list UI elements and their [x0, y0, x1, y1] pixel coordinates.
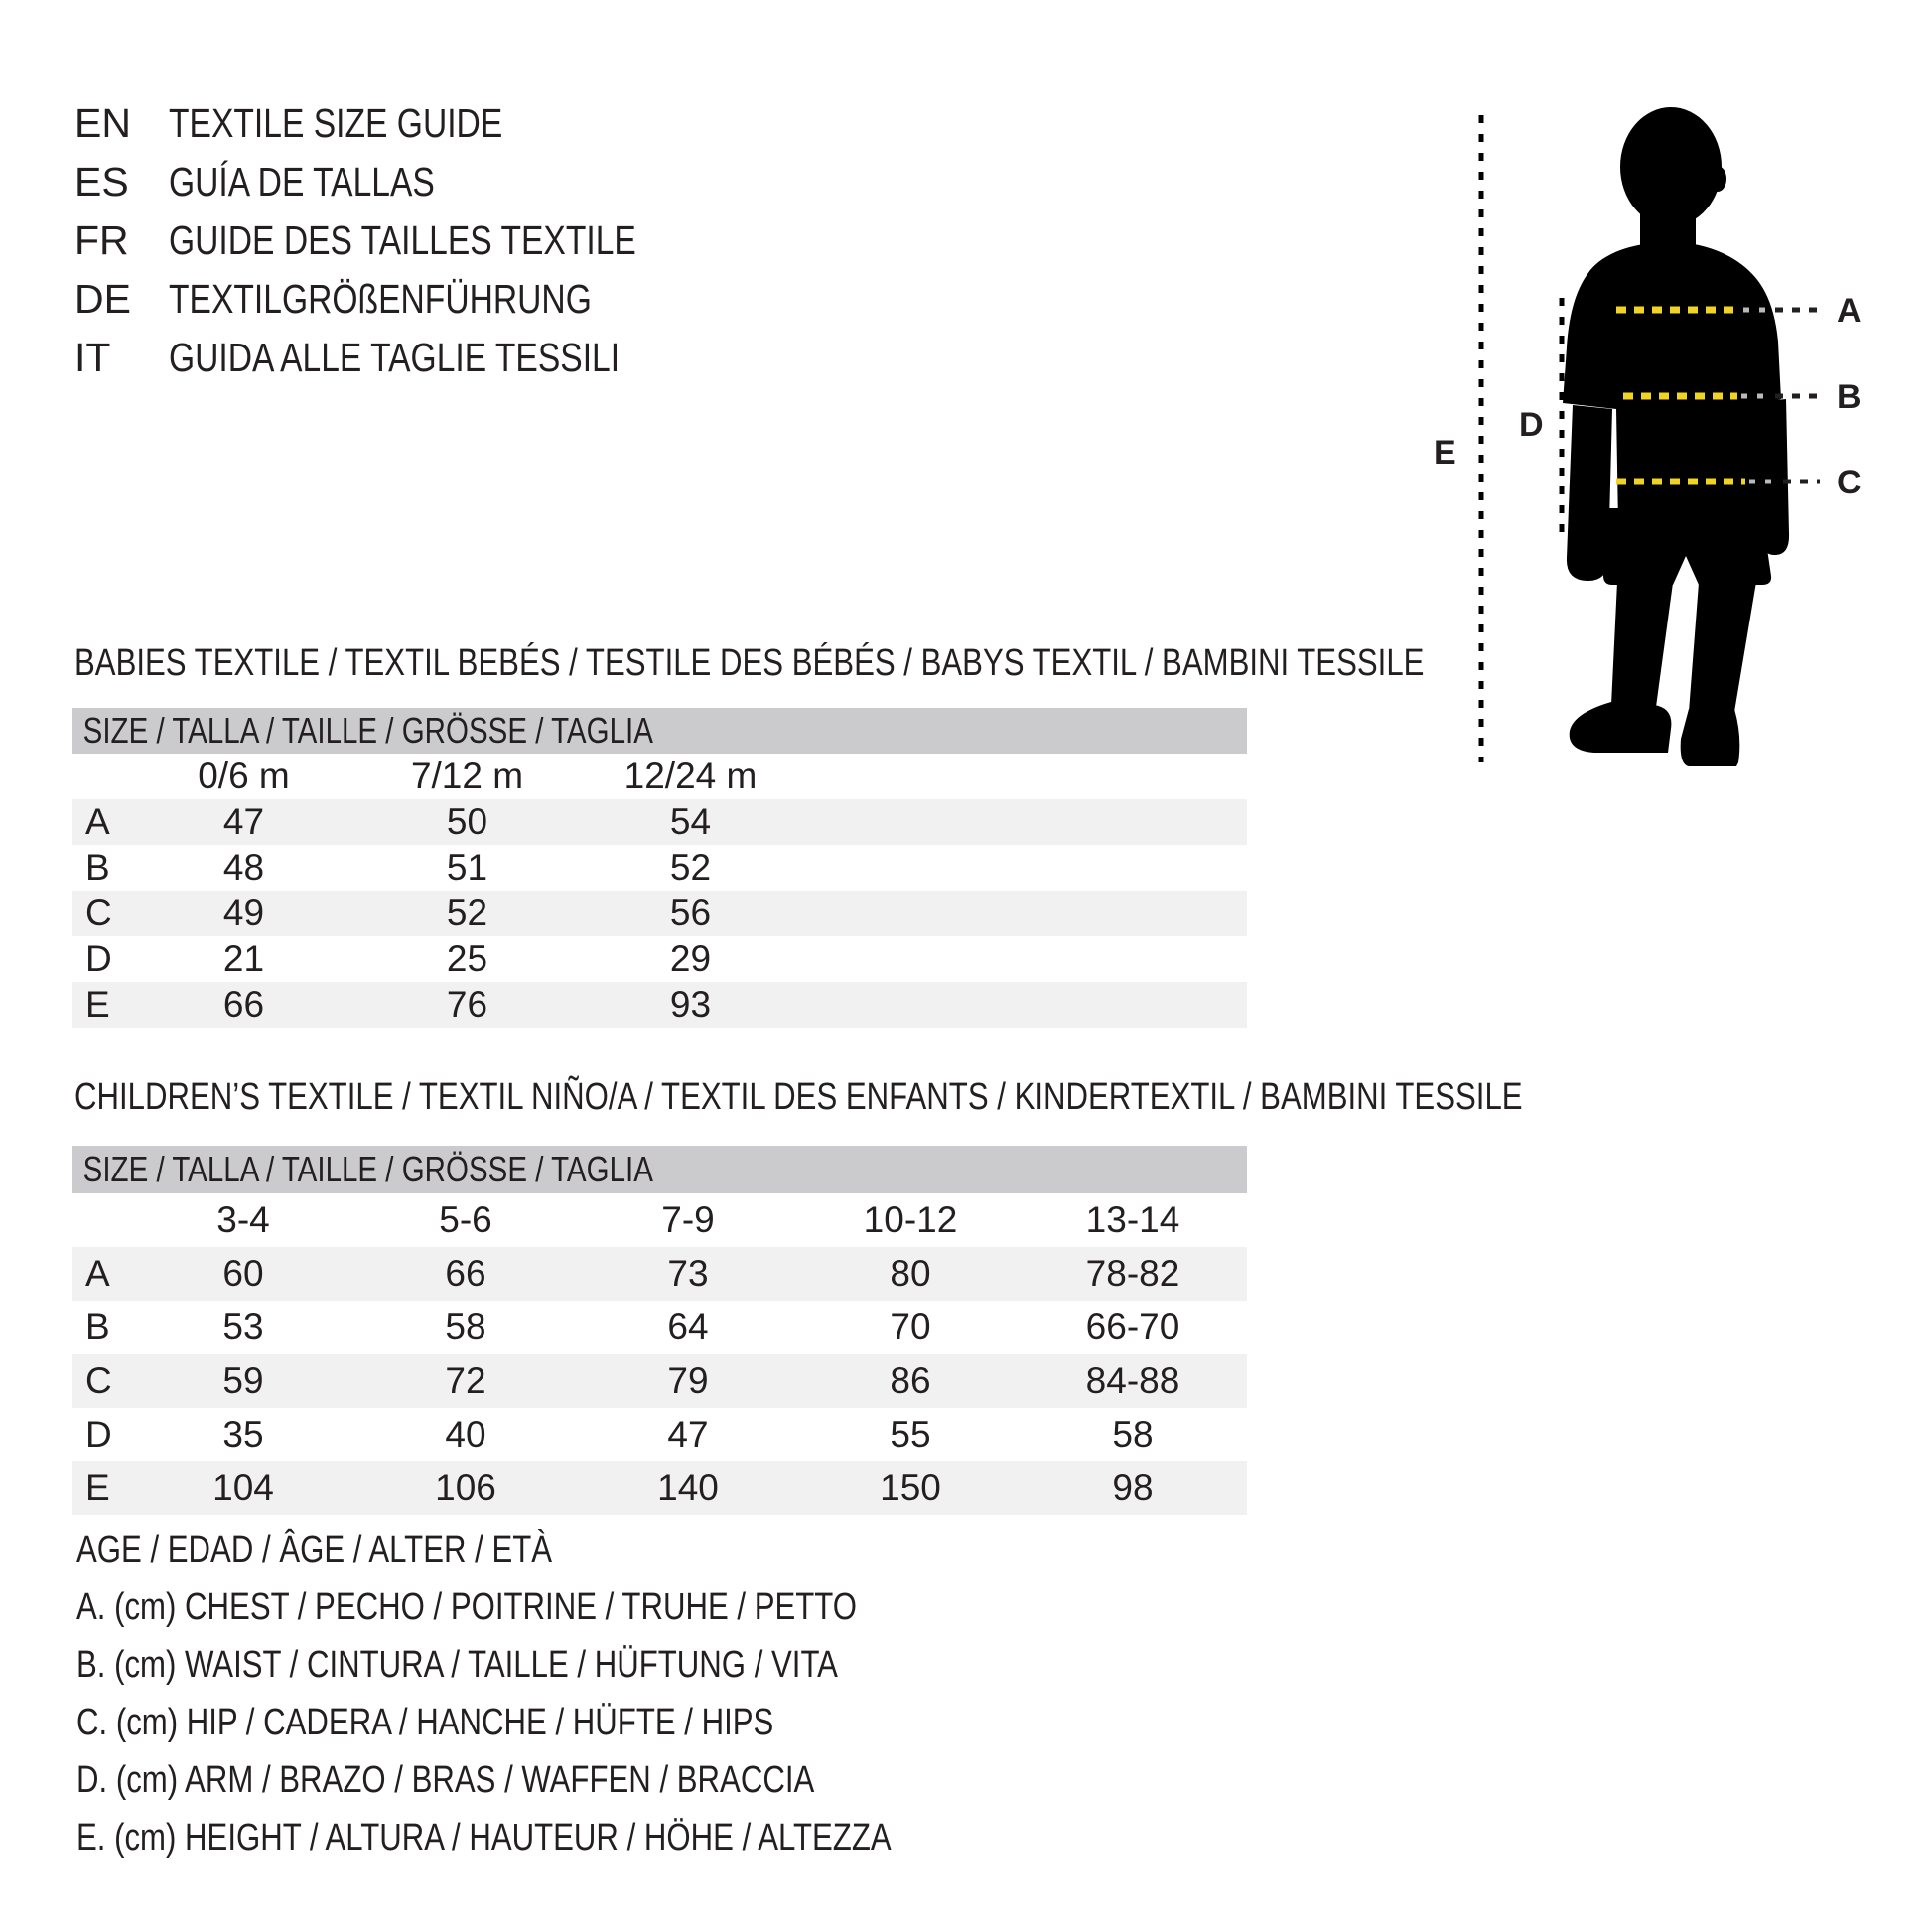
row-label: A [85, 1253, 110, 1294]
marker-label-a: A [1837, 292, 1862, 330]
value-cell: 78-82 [1085, 1253, 1180, 1294]
value-cell: 51 [446, 847, 488, 888]
value-cell: 86 [890, 1360, 931, 1401]
value-cell: 106 [435, 1467, 496, 1508]
language-row-en [74, 94, 739, 153]
language-row-fr [74, 211, 739, 270]
value-cell: 56 [669, 893, 712, 933]
value-cell: 64 [667, 1307, 709, 1347]
table-row [72, 1408, 1247, 1461]
value-cell: 66 [445, 1253, 486, 1294]
value-cell: 58 [445, 1307, 486, 1347]
empty-corner-cell [72, 1193, 132, 1247]
table-row [72, 799, 1247, 845]
table-row [72, 1301, 1247, 1354]
row-label: C [85, 893, 112, 933]
value-cell: 52 [446, 893, 488, 933]
row-label: E [85, 984, 110, 1025]
table-row [72, 936, 1247, 982]
children-column-header-row [72, 1193, 1247, 1247]
value-cell: 73 [667, 1253, 709, 1294]
measurement-figure [1390, 60, 1932, 794]
empty-corner-cell [72, 754, 132, 799]
row-label: D [85, 1414, 112, 1454]
value-cell: 54 [669, 801, 712, 842]
row-label: E [85, 1467, 110, 1508]
value-cell: 72 [445, 1360, 486, 1401]
language-code-it: IT [74, 335, 111, 380]
table-row [72, 1461, 1247, 1515]
column-header: 5-6 [439, 1199, 492, 1240]
value-cell: 76 [446, 984, 488, 1025]
value-cell: 80 [890, 1253, 931, 1294]
value-cell: 47 [667, 1414, 709, 1454]
guide-title-es: GUÍA DE TALLAS [169, 159, 435, 205]
table-row [72, 1354, 1247, 1408]
guide-title-de: TEXTILGRÖßENFÜHRUNG [169, 276, 592, 322]
children-section-title: CHILDREN’S TEXTILE / TEXTIL NIÑO/A / TEXTIL DES ENFANTS / KINDERTEXTIL / BAMBINI TESSILE [74, 1076, 1523, 1118]
marker-label-d: D [1519, 406, 1544, 444]
marker-label-c: C [1837, 464, 1862, 501]
legend-hip-line: C. (cm) HIP / CADERA / HANCHE / HÜFTE / HIPS [76, 1702, 774, 1743]
row-label: D [85, 938, 112, 979]
value-cell: 48 [222, 847, 265, 888]
babies-column-header-row [72, 754, 1247, 799]
value-cell: 104 [212, 1467, 274, 1508]
size-header-label: SIZE / TALLA / TAILLE / GRÖSSE / TAGLIA [82, 1149, 653, 1189]
value-cell: 79 [667, 1360, 709, 1401]
language-code-en: EN [74, 100, 131, 146]
value-cell: 47 [222, 801, 265, 842]
value-cell: 66-70 [1085, 1307, 1180, 1347]
table-row [72, 982, 1247, 1028]
legend-arm-line: D. (cm) ARM / BRAZO / BRAS / WAFFEN / BRACCIA [76, 1759, 815, 1801]
row-label: A [85, 801, 110, 842]
table-row [72, 891, 1247, 936]
column-header: 10-12 [863, 1199, 958, 1240]
value-cell: 35 [222, 1414, 264, 1454]
language-code-es: ES [74, 159, 129, 205]
value-cell: 52 [669, 847, 712, 888]
language-row-de [74, 270, 739, 329]
measurement-legend [76, 1521, 1070, 1866]
language-code-fr: FR [74, 217, 129, 263]
babies-section-title: BABIES TEXTILE / TEXTIL BEBÉS / TESTILE DES BÉBÉS / BABYS TEXTIL / BAMBINI TESSILE [74, 642, 1425, 684]
language-row-es [74, 153, 739, 211]
column-header: 7-9 [661, 1199, 715, 1240]
row-label: B [85, 1307, 110, 1347]
value-cell: 93 [669, 984, 712, 1025]
value-cell: 66 [222, 984, 265, 1025]
value-cell: 58 [1112, 1414, 1154, 1454]
table-row [72, 1247, 1247, 1301]
column-header: 12/24 m [623, 756, 758, 796]
language-title-block [74, 94, 739, 387]
babies-size-header-bar [72, 708, 1247, 754]
column-header: 0/6 m [198, 756, 290, 796]
row-label: B [85, 847, 110, 888]
row-label: C [85, 1360, 112, 1401]
guide-title-it: GUIDA ALLE TAGLIE TESSILI [169, 335, 621, 380]
value-cell: 84-88 [1085, 1360, 1180, 1401]
legend-waist-line: B. (cm) WAIST / CINTURA / TAILLE / HÜFTUNG / VITA [76, 1644, 838, 1686]
guide-title-en: TEXTILE SIZE GUIDE [169, 100, 503, 146]
value-cell: 59 [222, 1360, 264, 1401]
value-cell: 50 [446, 801, 488, 842]
legend-height-line: E. (cm) HEIGHT / ALTURA / HAUTEUR / HÖHE / ALTEZZA [76, 1817, 892, 1859]
babies-size-table [72, 708, 1247, 1028]
legend-chest-line: A. (cm) CHEST / PECHO / POITRINE / TRUHE / PETTO [76, 1587, 858, 1628]
language-code-de: DE [74, 276, 131, 322]
children-size-table [72, 1146, 1247, 1515]
children-size-header-bar [72, 1146, 1247, 1193]
value-cell: 40 [445, 1414, 486, 1454]
table-row [72, 845, 1247, 891]
value-cell: 29 [669, 938, 712, 979]
value-cell: 53 [222, 1307, 264, 1347]
marker-label-b: B [1837, 378, 1862, 416]
value-cell: 140 [657, 1467, 719, 1508]
column-header: 13-14 [1085, 1199, 1180, 1240]
guide-title-fr: GUIDE DES TAILLES TEXTILE [169, 217, 636, 263]
column-header: 3-4 [216, 1199, 270, 1240]
value-cell: 25 [446, 938, 488, 979]
marker-label-e: E [1434, 434, 1456, 472]
legend-age-line: AGE / EDAD / ÂGE / ALTER / ETÀ [76, 1529, 553, 1571]
language-row-it [74, 329, 739, 387]
value-cell: 49 [222, 893, 265, 933]
column-header: 7/12 m [410, 756, 524, 796]
value-cell: 60 [222, 1253, 264, 1294]
value-cell: 70 [890, 1307, 931, 1347]
value-cell: 55 [890, 1414, 931, 1454]
value-cell: 21 [222, 938, 265, 979]
value-cell: 98 [1112, 1467, 1154, 1508]
value-cell: 150 [880, 1467, 941, 1508]
size-header-label: SIZE / TALLA / TAILLE / GRÖSSE / TAGLIA [82, 710, 653, 751]
